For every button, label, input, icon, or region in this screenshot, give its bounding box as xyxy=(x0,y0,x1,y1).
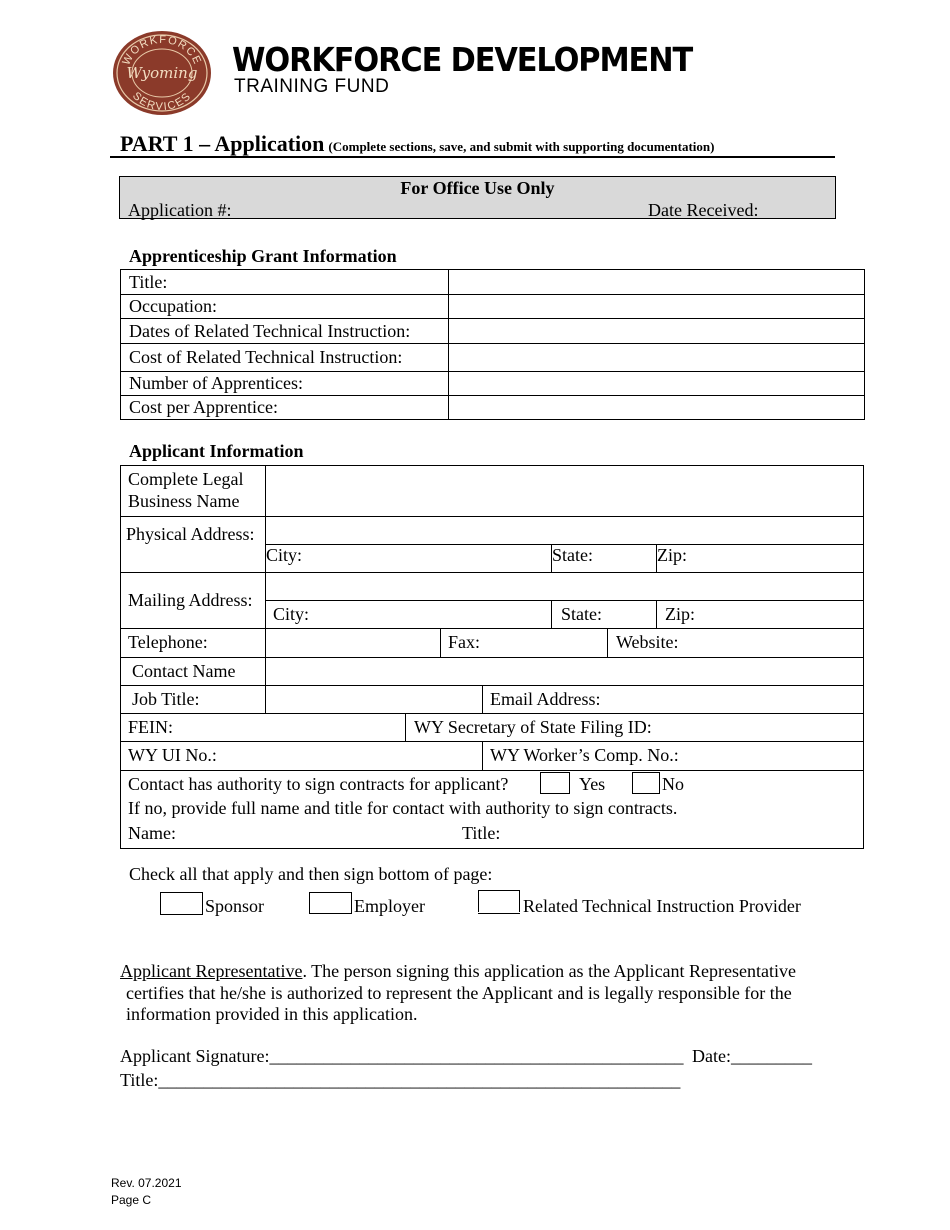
mailing-address-field[interactable] xyxy=(265,572,864,601)
signature-title-line[interactable]: Title:__________________________________________________________ xyxy=(120,1070,681,1090)
email-label: Email Address: xyxy=(490,689,601,709)
grant-cost-per-apprentice-label: Cost per Apprentice: xyxy=(121,396,449,420)
legal-name-label-line2: Business Name xyxy=(128,491,240,511)
grant-num-apprentices-field[interactable] xyxy=(449,372,865,396)
part-instructions: (Complete sections, save, and submit with supporting documentation) xyxy=(328,139,715,154)
table-row xyxy=(121,270,865,295)
seal-top-text: WORKFORCE xyxy=(120,33,204,68)
signer-title-label: Title: xyxy=(462,823,501,843)
authority-yes-checkbox[interactable] xyxy=(540,772,570,794)
grant-title-field[interactable] xyxy=(449,270,865,295)
website-label: Website: xyxy=(616,632,679,652)
physical-city-label: City: xyxy=(266,545,303,565)
part-title xyxy=(120,131,714,157)
legal-name-label-line1: Complete Legal xyxy=(128,469,244,489)
table-row xyxy=(121,372,865,396)
telephone-field[interactable] xyxy=(265,628,441,658)
grant-rti-dates-field[interactable] xyxy=(449,319,865,344)
table-row xyxy=(121,396,865,420)
page-label: Page C xyxy=(111,1193,152,1207)
physical-address-field[interactable] xyxy=(265,516,864,545)
physical-zip-label: Zip: xyxy=(657,545,687,565)
brand-title: WORKFORCE DEVELOPMENT xyxy=(232,40,693,79)
physical-state-label: State: xyxy=(552,545,593,565)
sponsor-checkbox-underline xyxy=(160,914,203,915)
grant-info-table xyxy=(120,269,865,420)
grant-occupation-label: Occupation: xyxy=(121,295,449,319)
sponsor-label: Sponsor xyxy=(205,896,265,916)
office-use-heading: For Office Use Only xyxy=(400,178,555,198)
certification-line3: information provided in this application. xyxy=(126,1004,418,1024)
physical-zip-field[interactable] xyxy=(656,544,864,573)
table-row xyxy=(121,319,865,344)
physical-address-label: Physical Address: xyxy=(126,524,255,544)
rti-provider-checkbox[interactable] xyxy=(478,890,520,912)
fein-label: FEIN: xyxy=(128,717,173,737)
rti-provider-label: Related Technical Instruction Provider xyxy=(523,896,801,916)
job-title-field[interactable] xyxy=(265,685,483,714)
title-rule xyxy=(110,156,835,158)
applicant-representative-term: Applicant Representative xyxy=(120,961,303,981)
grant-title-label: Title: xyxy=(121,270,449,295)
grant-rti-dates-label: Dates of Related Technical Instruction: xyxy=(121,319,449,344)
authority-note: If no, provide full name and title for contact with authority to sign contracts. xyxy=(128,798,678,818)
mailing-city-label: City: xyxy=(273,604,310,624)
applicant-info-heading: Applicant Information xyxy=(129,441,304,461)
date-received-label: Date Received: xyxy=(648,200,759,220)
certification-line1-text: . The person signing this application as the Applicant Representative xyxy=(302,961,796,981)
certification-line2: certifies that he/she is authorized to represent the Applicant and is legally responsible for the xyxy=(126,983,792,1003)
job-title-label: Job Title: xyxy=(132,689,200,709)
grant-num-apprentices-label: Number of Apprentices: xyxy=(121,372,449,396)
grant-cost-per-apprentice-field[interactable] xyxy=(449,396,865,420)
part-heading: PART 1 – Application xyxy=(120,131,325,156)
grant-occupation-field[interactable] xyxy=(449,295,865,319)
revision-label: Rev. 07.2021 xyxy=(111,1176,182,1190)
authority-no-label: No xyxy=(662,774,684,794)
mailing-address-label: Mailing Address: xyxy=(128,590,253,610)
mailing-state-label: State: xyxy=(561,604,602,624)
contact-name-label: Contact Name xyxy=(132,661,236,681)
certification-line1 xyxy=(120,961,796,982)
employer-label: Employer xyxy=(354,896,425,916)
grant-rti-cost-field[interactable] xyxy=(449,344,865,372)
grant-rti-cost-label: Cost of Related Technical Instruction: xyxy=(121,344,449,372)
workers-comp-label: WY Worker’s Comp. No.: xyxy=(490,745,679,765)
brand-subtitle: TRAINING FUND xyxy=(234,76,390,97)
mailing-zip-label: Zip: xyxy=(665,604,695,624)
footer xyxy=(111,1175,182,1209)
physical-city-field[interactable] xyxy=(265,544,552,573)
seal-middle-text: Wyoming xyxy=(126,64,198,82)
legal-name-field[interactable] xyxy=(265,465,864,517)
sos-filing-id-label: WY Secretary of State Filing ID: xyxy=(414,717,652,737)
authority-question: Contact has authority to sign contracts for applicant? xyxy=(128,774,509,794)
sponsor-checkbox[interactable] xyxy=(160,892,203,914)
wyoming-workforce-services-seal xyxy=(112,30,212,116)
rti-provider-checkbox-underline xyxy=(478,913,520,914)
table-row xyxy=(121,295,865,319)
grant-info-heading: Apprenticeship Grant Information xyxy=(129,246,397,266)
telephone-label: Telephone: xyxy=(128,632,208,652)
employer-checkbox[interactable] xyxy=(309,892,352,914)
authority-no-checkbox[interactable] xyxy=(632,772,660,794)
table-row xyxy=(121,344,865,372)
fax-label: Fax: xyxy=(448,632,481,652)
application-number-label: Application #: xyxy=(128,200,232,220)
applicant-signature-line[interactable]: Applicant Signature:______________________________________________ xyxy=(120,1046,684,1066)
contact-name-field[interactable] xyxy=(265,657,864,686)
signature-date-line[interactable]: Date:_________ xyxy=(692,1046,812,1066)
ui-number-label: WY UI No.: xyxy=(128,745,217,765)
signer-name-label: Name: xyxy=(128,823,176,843)
seal-bottom-text: SERVICES xyxy=(130,89,194,114)
office-use-box xyxy=(119,176,836,219)
roles-instruction: Check all that apply and then sign bottom of page: xyxy=(129,864,493,884)
authority-yes-label: Yes xyxy=(579,774,606,794)
